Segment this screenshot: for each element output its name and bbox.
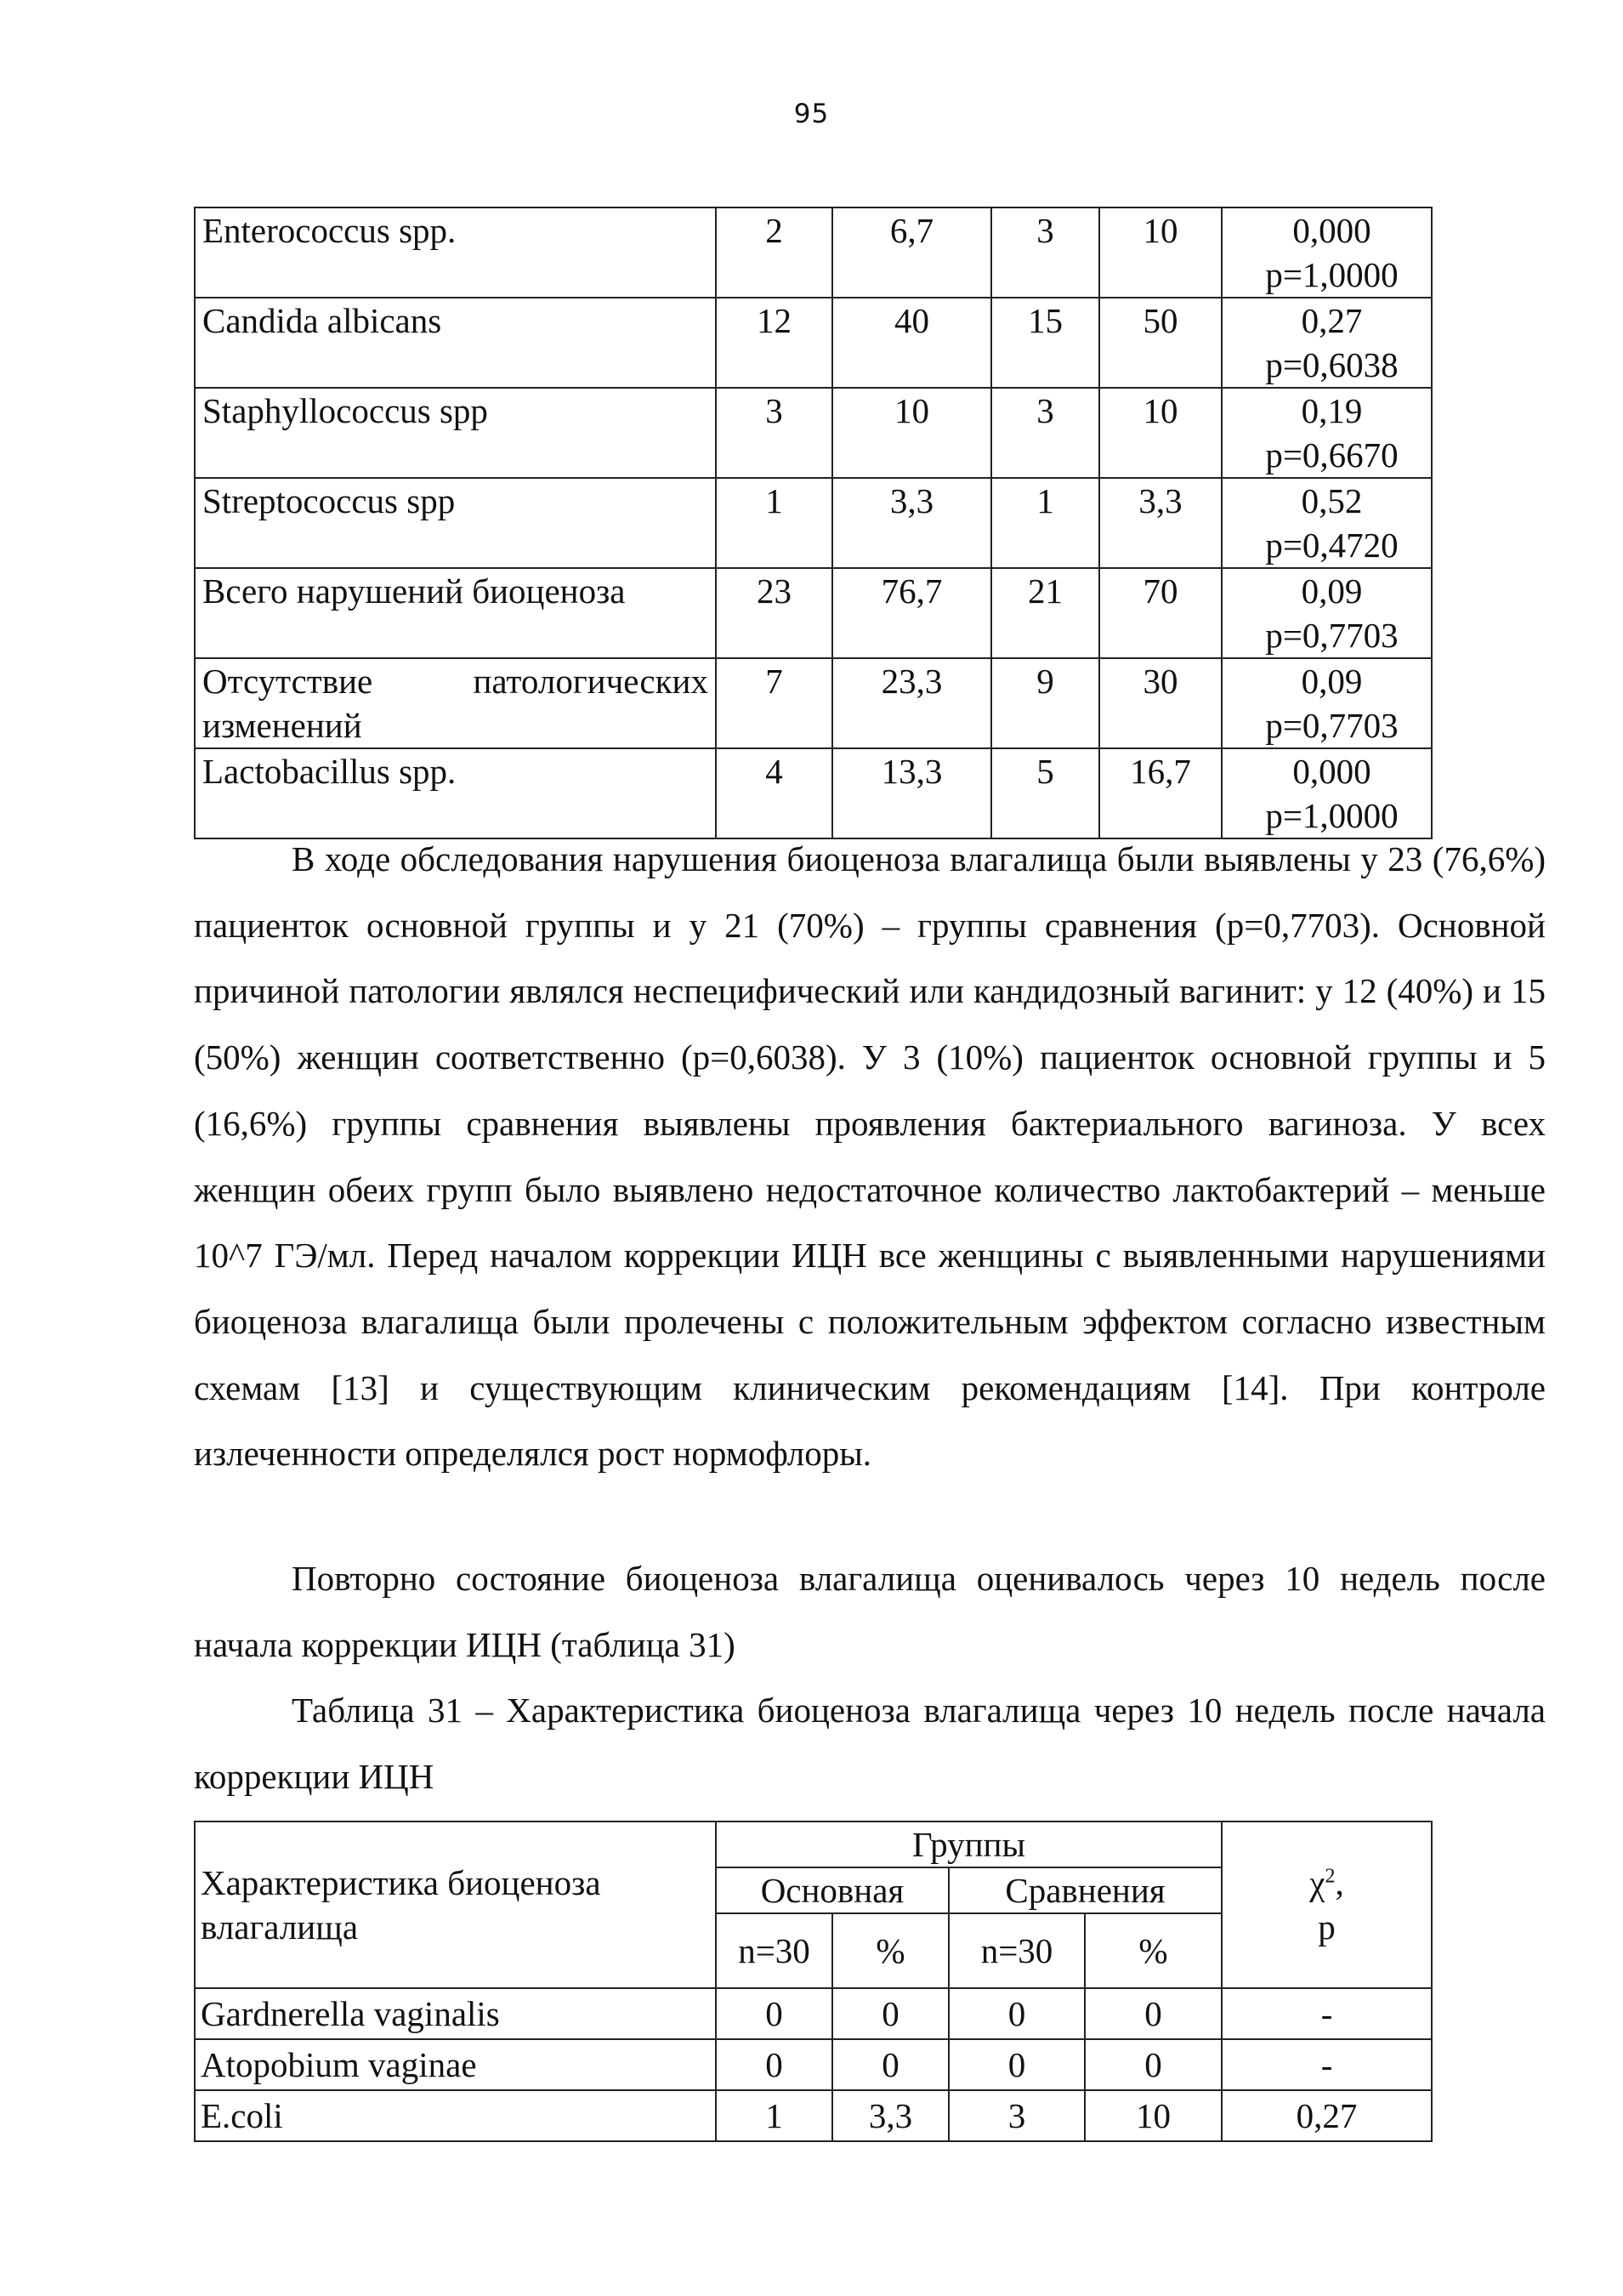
comp-pct: 70: [1099, 568, 1222, 658]
groups-header: Группы: [716, 1821, 1222, 1867]
main-n: 0: [716, 1988, 832, 2039]
main-n: 23: [716, 568, 832, 658]
characteristic-header: Характеристика биоценоза влагалища: [195, 1821, 716, 1988]
main-pct: 76,7: [832, 568, 991, 658]
table-row: [195, 1988, 1432, 2039]
chi-symbol: χ: [1309, 1863, 1325, 1902]
comp-n: 9: [991, 658, 1099, 748]
comp-n: 5: [991, 748, 1099, 838]
p-value: p=0,7703: [1265, 706, 1399, 745]
chi-header: [1222, 1821, 1432, 1988]
chi-value: 0,09: [1301, 662, 1363, 701]
row-name: Gardnerella vaginalis: [195, 1988, 716, 2039]
chi-suffix: ,: [1335, 1863, 1344, 1902]
row-name: [195, 658, 716, 748]
comp-n-header: n=30: [949, 1913, 1085, 1988]
comp-pct: 10: [1099, 388, 1222, 478]
comp-n: 3: [949, 2090, 1085, 2141]
chi-superscript: 2: [1325, 1865, 1336, 1888]
row-name-line: изменений: [202, 706, 362, 745]
row-name: E.coli: [195, 2090, 716, 2141]
p-value: p=0,6670: [1265, 435, 1399, 475]
main-pct: 10: [832, 388, 991, 478]
comparison-group-header: Сравнения: [949, 1867, 1222, 1913]
p-value: p=1,0000: [1265, 255, 1399, 294]
main-group-header: Основная: [716, 1867, 949, 1913]
table-row: [195, 2039, 1432, 2090]
comp-pct: 16,7: [1099, 748, 1222, 838]
main-n: 4: [716, 748, 832, 838]
chi-p-cell: [1222, 207, 1432, 298]
comp-n: 0: [949, 2039, 1085, 2090]
chi-value: 0,09: [1301, 571, 1363, 611]
comp-pct: 0: [1085, 1988, 1222, 2039]
table-row: [195, 298, 1432, 388]
chi-p-cell: [1222, 478, 1432, 568]
microflora-table: [194, 207, 1433, 839]
table-caption: [194, 1678, 1546, 1810]
chi-value: 0,000: [1292, 752, 1371, 791]
chi-p-cell: [1222, 298, 1432, 388]
table-row: [195, 478, 1432, 568]
main-pct: 6,7: [832, 207, 991, 298]
main-n-header: n=30: [716, 1913, 832, 1988]
main-n: 1: [716, 2090, 832, 2141]
comp-pct: 0: [1085, 2039, 1222, 2090]
main-pct: 0: [832, 1988, 949, 2039]
main-n: 12: [716, 298, 832, 388]
main-pct: 3,3: [832, 478, 991, 568]
p-header: р: [1318, 1907, 1336, 1946]
main-pct: 3,3: [832, 2090, 949, 2141]
main-n: 1: [716, 478, 832, 568]
page-number: 95: [793, 99, 830, 129]
comp-pct-header: %: [1085, 1913, 1222, 1988]
chi-value: 0,19: [1301, 391, 1363, 430]
comp-pct: 3,3: [1099, 478, 1222, 568]
comp-n: 0: [949, 1988, 1085, 2039]
row-name-line: Отсутствие патологических: [202, 662, 708, 701]
comp-n: 3: [991, 207, 1099, 298]
table-row: [195, 658, 1432, 748]
main-pct: 40: [832, 298, 991, 388]
caption-text: Таблица 31 – Характеристика биоценоза влагалища через 10 недель после начала коррекции ИЦН: [194, 1691, 1546, 1796]
chi-value: 0,27: [1222, 2090, 1432, 2141]
row-name: Streptococcus spp: [195, 478, 716, 568]
paragraph-text: Повторно состояние биоценоза влагалища оценивалось через 10 недель после начала коррекции ИЦН (таблица 31): [194, 1559, 1546, 1664]
comp-n: 3: [991, 388, 1099, 478]
comp-n: 21: [991, 568, 1099, 658]
main-pct-header: %: [832, 1913, 949, 1988]
chi-value: -: [1222, 2039, 1432, 2090]
comp-pct: 10: [1085, 2090, 1222, 2141]
chi-p-cell: [1222, 658, 1432, 748]
table-row: [195, 2090, 1432, 2141]
table-row: [195, 568, 1432, 658]
body-paragraph-2: [194, 1546, 1546, 1678]
main-n: 0: [716, 2039, 832, 2090]
body-paragraph-1: [194, 827, 1546, 1487]
row-name: Enterococcus spp.: [195, 207, 716, 298]
table-row: [195, 207, 1432, 298]
p-value: p=1,0000: [1265, 796, 1399, 835]
header-row: [195, 1821, 1432, 1867]
table-row: [195, 748, 1432, 838]
p-value: p=0,4720: [1265, 526, 1399, 565]
comp-n: 1: [991, 478, 1099, 568]
chi-value: 0,000: [1292, 211, 1371, 250]
paragraph-text: В ходе обследования нарушения биоценоза влагалища были выявлены у 23 (76,6%) пациенток основной группы и у 21 (70%) – группы сравнения (р=0,7703). Основной причиной патологии являлся неспецифический или кандидозный вагинит: у 12 (40%) и 15 (50%) женщин соответственно (р=0,6038). У 3 (10%) пациенток основной группы и 5 (16,6%) группы сравнения выявлены проявления бактериального вагиноза. У всех женщин обеих групп было выявлено недостаточное количество лактобактерий – меньше 10^7 ГЭ/мл. Перед началом коррекции ИЦН все женщины с выявленными нарушениями биоценоза влагалища были пролечены с положительным эффектом согласно известным схемам [13] и существующим клиническим рекомендациям [14]. При контроле излеченности определялся рост нормофлоры.: [194, 839, 1546, 1474]
row-name: Lactobacillus spp.: [195, 748, 716, 838]
p-value: p=0,7703: [1265, 616, 1399, 655]
main-pct: 13,3: [832, 748, 991, 838]
main-n: 7: [716, 658, 832, 748]
chi-p-cell: [1222, 568, 1432, 658]
comp-pct: 50: [1099, 298, 1222, 388]
chi-value: 0,27: [1301, 301, 1363, 340]
chi-value: -: [1222, 1988, 1432, 2039]
comp-pct: 10: [1099, 207, 1222, 298]
table-row: [195, 388, 1432, 478]
comp-pct: 30: [1099, 658, 1222, 748]
p-value: p=0,6038: [1265, 345, 1399, 384]
row-name: Candida albicans: [195, 298, 716, 388]
row-name: Staphyllococcus spp: [195, 388, 716, 478]
comp-n: 15: [991, 298, 1099, 388]
main-n: 3: [716, 388, 832, 478]
row-name: Atopobium vaginae: [195, 2039, 716, 2090]
main-n: 2: [716, 207, 832, 298]
chi-p-cell: [1222, 748, 1432, 838]
chi-value: 0,52: [1301, 481, 1363, 520]
chi-p-cell: [1222, 388, 1432, 478]
row-name: Всего нарушений биоценоза: [195, 568, 716, 658]
main-pct: 0: [832, 2039, 949, 2090]
biocenosis-table: [194, 1821, 1433, 2142]
main-pct: 23,3: [832, 658, 991, 748]
